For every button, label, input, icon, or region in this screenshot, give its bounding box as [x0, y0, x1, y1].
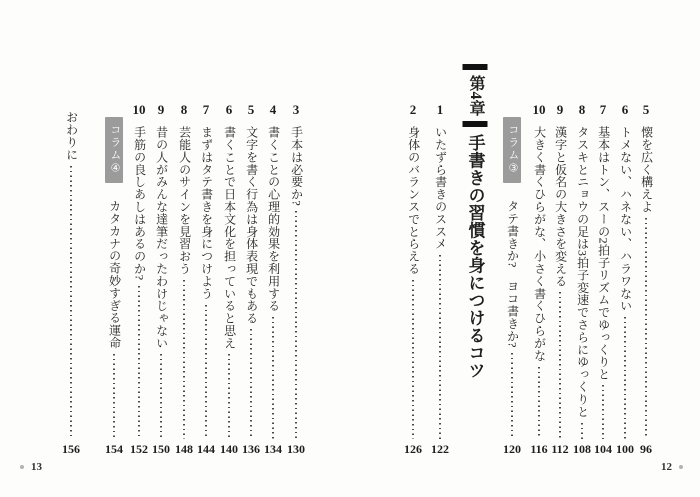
toc-item-page: 116: [530, 442, 548, 456]
toc-item-number: 10: [532, 102, 546, 117]
toc-item-column: [99, 103, 129, 455]
toc-item-title: 身体のバランスでとらえる: [406, 126, 421, 275]
leader-dots: [295, 211, 297, 439]
toc-item-page: 140: [220, 442, 238, 456]
toc-item-page: 152: [130, 442, 148, 456]
toc-item-number: 5: [247, 102, 255, 117]
folio-left: [20, 461, 42, 473]
toc-item-number: 1: [436, 102, 444, 117]
leader-dots: [602, 385, 604, 439]
toc-item-title: 書くことで日本文化を担っていると思え: [222, 126, 237, 350]
leader-dots: [183, 280, 185, 439]
toc-item-number: 6: [621, 102, 629, 117]
toc-item-page: 100: [616, 442, 634, 456]
toc-item-title: 大きく書くひらがな、小さく書くひらがな: [532, 126, 547, 362]
toc-item-title: トメない、ハネない、ハラワない: [618, 126, 633, 312]
toc-item-title: 手筋の良しあしはあるのか?: [132, 126, 147, 281]
toc-item-title: まずはタテ書きを身につけよう: [199, 126, 214, 300]
toc-item-number: 8: [578, 102, 586, 117]
toc-item-title: 手本は必要か?: [289, 126, 304, 207]
toc-item-page: 134: [264, 442, 282, 456]
leader-dots: [559, 292, 561, 439]
toc-item-number: 3: [292, 102, 300, 117]
leader-dots: [205, 305, 207, 439]
toc-item-page: 120: [503, 442, 521, 456]
toc-item-title: 懐を広く構えよ: [639, 126, 654, 213]
toc-item: [524, 103, 554, 455]
toc-item-number: 9: [556, 102, 564, 117]
toc-item-page: 130: [287, 442, 305, 456]
folio-right-number: 12: [661, 461, 672, 473]
toc-item-title: いたずら書きのススメ: [433, 126, 448, 250]
toc-item-number: 2: [409, 102, 417, 117]
leader-dots: [138, 286, 140, 439]
folio-right: [661, 461, 683, 473]
toc-item-page: 150: [152, 442, 170, 456]
toc-item-title: おわりに: [64, 111, 79, 161]
toc-item-number: 7: [599, 102, 607, 117]
toc-item-page: 144: [197, 442, 215, 456]
leader-dots: [439, 255, 441, 439]
folio-dot-icon: [20, 465, 24, 469]
chapter-rule-bottom: [463, 121, 488, 127]
toc-item: [425, 103, 455, 455]
leader-dots: [228, 354, 230, 439]
chapter-heading: [463, 64, 488, 379]
leader-dots: [160, 354, 162, 439]
leader-dots: [272, 317, 274, 439]
toc-item-number: 8: [180, 102, 188, 117]
toc-item-page: 156: [62, 442, 80, 456]
toc-item-page: 108: [573, 442, 591, 456]
toc-item-column: [497, 103, 527, 455]
column-badge: コラム④: [105, 117, 123, 183]
chapter-title: 手書きの習慣を身につけるコツ: [465, 133, 485, 379]
toc-item-title: 昔の人がみんな達筆だったわけじゃない: [154, 126, 169, 350]
chapter-number: 第4章: [467, 75, 484, 117]
toc-item-title: カタカナの奇妙すぎる運命: [107, 200, 122, 349]
column-badge: コラム③: [503, 117, 521, 183]
toc-item-number: 9: [157, 102, 165, 117]
toc-item-page: 96: [640, 442, 652, 456]
toc-item-title: 漢字と仮名の大きさを変える: [553, 126, 568, 288]
toc-item-title: 文字を書く行為は身体表現でもある: [244, 126, 259, 325]
leader-dots: [581, 423, 583, 439]
toc-item-number: 4: [269, 102, 277, 117]
toc-item-title: タスキとニョウの足は3拍子変速でさらにゆっくりと: [575, 126, 590, 418]
leader-dots: [624, 317, 626, 439]
toc-item-page: 154: [105, 442, 123, 456]
leader-dots: [113, 354, 115, 439]
toc-item-title: 基本はトン、スーの2拍子リズムでゆっくりと: [596, 126, 611, 381]
toc-item-page: 112: [551, 442, 569, 456]
folio-dot-icon: [679, 465, 683, 469]
toc-item-page: 122: [431, 442, 449, 456]
leader-dots: [412, 280, 414, 439]
toc-item: [398, 103, 428, 455]
leader-dots: [511, 353, 513, 439]
leader-dots: [70, 166, 72, 439]
toc-item-page: 148: [175, 442, 193, 456]
toc-item-number: 7: [202, 102, 210, 117]
toc-item-title: タテ書きか? ヨコ書きか?: [505, 200, 520, 348]
leader-dots: [538, 367, 540, 439]
toc-item-ending: [56, 103, 86, 455]
toc-item-page: 126: [404, 442, 422, 456]
toc-item-title: 書くことの心理的効果を利用する: [266, 126, 281, 312]
leader-dots: [250, 329, 252, 439]
toc-item-number: 5: [642, 102, 650, 117]
leader-dots: [645, 218, 647, 439]
toc-item-page: 104: [594, 442, 612, 456]
toc-item-number: 10: [132, 102, 146, 117]
toc-item-title: 芸能人のサインを見習おう: [177, 126, 192, 275]
folio-left-number: 13: [31, 461, 42, 473]
chapter-rule-top: [463, 64, 488, 70]
toc-item-page: 136: [242, 442, 260, 456]
toc-item-number: 6: [225, 102, 233, 117]
